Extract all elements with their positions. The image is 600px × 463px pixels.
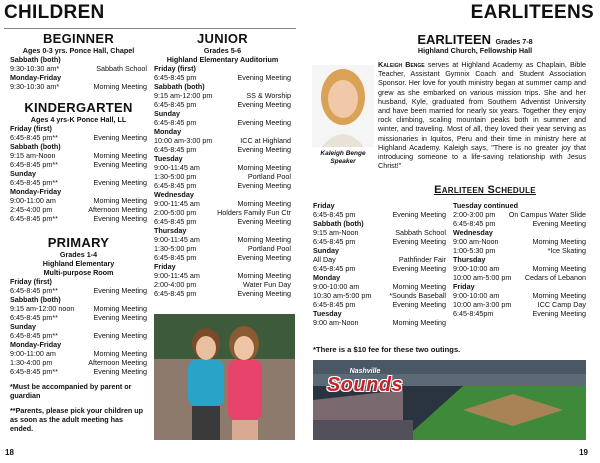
schedule-row bbox=[313, 255, 446, 264]
junior-schedule bbox=[154, 64, 291, 298]
note-accompanied: *Must be accompanied by parent or guardian bbox=[10, 382, 132, 400]
schedule-time: 10:00 am-3:00 pm bbox=[453, 300, 512, 309]
stadium-photo bbox=[313, 360, 586, 440]
schedule-time: 6:45-8:45 pm** bbox=[10, 331, 58, 340]
schedule-day-label: Friday (first) bbox=[10, 277, 52, 286]
schedule-day-label: Sabbath (both) bbox=[10, 55, 61, 64]
schedule-row bbox=[154, 289, 291, 298]
schedule-day-label: Thursday bbox=[154, 226, 187, 235]
schedule-activity: *Ice Skating bbox=[547, 246, 586, 255]
schedule-activity: Morning Meeting bbox=[532, 291, 586, 300]
schedule-activity: Afternoon Meeting bbox=[88, 205, 147, 214]
schedule-day-label: Sabbath (both) bbox=[313, 219, 364, 228]
page-number-right: 19 bbox=[579, 448, 588, 457]
schedule-row bbox=[453, 300, 586, 309]
schedule-row bbox=[10, 160, 147, 169]
schedule-time: 9:00-11:45 am bbox=[154, 163, 200, 172]
schedule-time: 9:15 am-12:00 noon bbox=[10, 304, 75, 313]
schedule-day-label: Tuesday bbox=[313, 309, 342, 318]
schedule-row bbox=[154, 208, 291, 217]
schedule-day-label: Tuesday continued bbox=[453, 201, 518, 210]
schedule-time: 6:45-8:45 pm bbox=[154, 100, 197, 109]
schedule-time: 6:45-8:45 pm bbox=[154, 73, 197, 82]
schedule-day-label: Tuesday bbox=[154, 154, 183, 163]
schedule-time: 9:00-11:45 am bbox=[154, 235, 200, 244]
schedule-time: 6:45-8:45 pm** bbox=[10, 286, 58, 295]
schedule-time: 6:45-8:45 pm bbox=[154, 217, 197, 226]
schedule-time: 10:00 am-3:00 pm bbox=[154, 136, 213, 145]
schedule-row bbox=[313, 318, 446, 327]
schedule-time: 6:45-8:45 pm bbox=[313, 210, 356, 219]
schedule-row bbox=[313, 237, 446, 246]
schedule-activity: Evening Meeting bbox=[93, 313, 147, 322]
schedule-row bbox=[453, 246, 586, 255]
schedule-activity: Portland Pool bbox=[247, 172, 291, 181]
schedule-activity: Evening Meeting bbox=[93, 331, 147, 340]
schedule-day-label: Sunday bbox=[313, 246, 339, 255]
schedule-activity: Evening Meeting bbox=[237, 100, 291, 109]
schedule-activity: Morning Meeting bbox=[532, 264, 586, 273]
schedule-day-label: Sunday bbox=[154, 109, 180, 118]
schedule-time: 6:45-8:45 pm** bbox=[10, 178, 58, 187]
earliteen-schedule-title: Earliteen Schedule bbox=[434, 184, 536, 196]
schedule-day-label: Thursday bbox=[453, 255, 486, 264]
earliteen-schedule-left-list bbox=[313, 201, 446, 327]
schedule-activity: Pathfinder Fair bbox=[398, 255, 446, 264]
schedule-time: 6:45-8:45 pm** bbox=[10, 160, 58, 169]
earliteen-grades: Grades 7-8 bbox=[495, 37, 533, 46]
schedule-day-label: Friday bbox=[453, 282, 475, 291]
primary-location: Highland Elementary bbox=[42, 259, 115, 268]
schedule-row bbox=[453, 309, 586, 318]
schedule-day-label: Friday (first) bbox=[10, 124, 52, 133]
schedule-time: 6:45-8:45 pm bbox=[154, 253, 197, 262]
schedule-time: 6:45-8:45 pm bbox=[154, 181, 197, 190]
schedule-activity: Evening Meeting bbox=[93, 178, 147, 187]
schedule-time: 9:00 am-Noon bbox=[313, 318, 359, 327]
schedule-day-label: Sunday bbox=[10, 322, 36, 331]
schedule-time: 6:45-8:45 pm bbox=[313, 300, 356, 309]
schedule-time: 9:00-10:00 am bbox=[453, 291, 500, 300]
schedule-activity: Evening Meeting bbox=[392, 264, 446, 273]
schedule-row bbox=[154, 181, 291, 190]
schedule-activity: Evening Meeting bbox=[237, 217, 291, 226]
schedule-activity: Evening Meeting bbox=[392, 237, 446, 246]
note-pickup: **Parents, please pick your children up as soon as the adult meeting has ended. bbox=[10, 406, 144, 433]
schedule-row bbox=[453, 237, 586, 246]
schedule-day-label: Sabbath (both) bbox=[10, 142, 61, 151]
schedule-activity: Afternoon Meeting bbox=[88, 358, 147, 367]
schedule-row bbox=[154, 100, 291, 109]
schedule-row bbox=[313, 210, 446, 219]
schedule-activity: Evening Meeting bbox=[237, 253, 291, 262]
schedule-time: 9:00-10:00 am bbox=[313, 282, 360, 291]
schedule-activity: Cedars of Lebanon bbox=[524, 273, 586, 282]
schedule-time: 2:00-3:00 pm bbox=[453, 210, 496, 219]
junior-location: Highland Elementary Auditorium bbox=[166, 55, 279, 64]
speaker-bio bbox=[378, 60, 586, 170]
schedule-row bbox=[313, 282, 446, 291]
schedule-time: All Day bbox=[313, 255, 336, 264]
schedule-activity: Morning Meeting bbox=[93, 151, 147, 160]
schedule-activity: Evening Meeting bbox=[237, 181, 291, 190]
page-number-left: 18 bbox=[5, 448, 14, 457]
schedule-time: 6:45-8:45 pm bbox=[453, 219, 496, 228]
schedule-day-label: Wednesday bbox=[154, 190, 194, 199]
schedule-row bbox=[10, 331, 147, 340]
speaker-caption-name: Kaleigh Benge bbox=[320, 150, 366, 157]
schedule-time: 6:45-8:45 pm** bbox=[10, 214, 58, 223]
schedule-activity: Evening Meeting bbox=[93, 160, 147, 169]
schedule-row bbox=[154, 280, 291, 289]
schedule-activity: Water Fun Day bbox=[242, 280, 291, 289]
junior-title: JUNIOR bbox=[197, 31, 248, 46]
schedule-activity: Evening Meeting bbox=[237, 73, 291, 82]
schedule-day-label: Friday bbox=[154, 262, 176, 271]
schedule-activity: Morning Meeting bbox=[93, 82, 147, 91]
speaker-caption bbox=[310, 150, 376, 166]
beginner-subtitle: Ages 0-3 yrs. Ponce Hall, Chapel bbox=[22, 46, 135, 55]
schedule-activity: Morning Meeting bbox=[237, 235, 291, 244]
schedule-time: 2:45-4:00 pm bbox=[10, 205, 53, 214]
schedule-time: 9:00-11:00 am bbox=[10, 349, 56, 358]
schedule-time: 2:00-5:00 pm bbox=[154, 208, 197, 217]
schedule-row bbox=[10, 367, 147, 376]
schedule-time: 6:45-8:45 pm** bbox=[10, 313, 58, 322]
schedule-row bbox=[453, 273, 586, 282]
schedule-row bbox=[154, 118, 291, 127]
schedule-activity: Morning Meeting bbox=[93, 349, 147, 358]
schedule-row bbox=[154, 253, 291, 262]
schedule-activity: ICC Camp Day bbox=[537, 300, 586, 309]
children-column-left bbox=[10, 31, 147, 433]
right-page-area bbox=[302, 3, 596, 4]
schedule-activity: On Campus Water Slide bbox=[508, 210, 586, 219]
right-page-header: EARLITEENS bbox=[470, 2, 594, 23]
sounds-logo bbox=[325, 368, 405, 395]
schedule-day-label: Sabbath (both) bbox=[154, 82, 205, 91]
left-header-rule bbox=[4, 28, 296, 29]
earliteen-schedule-right-list bbox=[453, 201, 586, 318]
schedule-activity: Portland Pool bbox=[247, 244, 291, 253]
beginner-title: BEGINNER bbox=[42, 31, 115, 46]
left-page-header: CHILDREN bbox=[4, 2, 105, 23]
schedule-day-label: Monday bbox=[313, 273, 341, 282]
schedule-activity: Sabbath School bbox=[395, 228, 446, 237]
schedule-time: 6:45-8:45 pm bbox=[154, 145, 197, 154]
primary-room: Multi-purpose Room bbox=[43, 268, 114, 277]
schedule-day-label: Sunday bbox=[10, 169, 36, 178]
earliteen-location: Highland Church, Fellowship Hall bbox=[417, 46, 533, 55]
schedule-row bbox=[453, 210, 586, 219]
schedule-row bbox=[313, 291, 446, 300]
schedule-activity: Evening Meeting bbox=[392, 210, 446, 219]
schedule-activity: Morning Meeting bbox=[93, 304, 147, 313]
schedule-row bbox=[313, 300, 446, 309]
schedule-row bbox=[154, 172, 291, 181]
schedule-row bbox=[313, 264, 446, 273]
primary-title: PRIMARY bbox=[47, 235, 110, 250]
schedule-row bbox=[154, 136, 291, 145]
schedule-row bbox=[154, 217, 291, 226]
schedule-row bbox=[453, 291, 586, 300]
schedule-time: 6:45-8:45 pm** bbox=[10, 367, 58, 376]
schedule-time: 6:45-8:45pm bbox=[453, 309, 494, 318]
sounds-logo-top: Nashville bbox=[349, 368, 381, 375]
schedule-activity: Morning Meeting bbox=[532, 237, 586, 246]
schedule-row bbox=[10, 151, 147, 160]
schedule-time: 9:00 am-Noon bbox=[453, 237, 499, 246]
schedule-time: 9:15 am-Noon bbox=[313, 228, 359, 237]
schedule-row bbox=[10, 349, 147, 358]
schedule-activity: Morning Meeting bbox=[237, 163, 291, 172]
earliteen-schedule-right bbox=[453, 201, 586, 318]
schedule-time: 9:00-11:00 am bbox=[10, 196, 56, 205]
schedule-time: 6:45-8:45 pm bbox=[154, 118, 197, 127]
schedule-time: 6:45-8:45 pm bbox=[154, 289, 197, 298]
schedule-row bbox=[10, 286, 147, 295]
schedule-time: 10:00 am-5:00 pm bbox=[453, 273, 512, 282]
schedule-activity: Sabbath School bbox=[96, 64, 147, 73]
schedule-row bbox=[313, 228, 446, 237]
speaker-portrait-illustration bbox=[312, 65, 374, 147]
schedule-time: 9:00-11:45 am bbox=[154, 271, 200, 280]
schedule-row bbox=[154, 271, 291, 280]
schedule-activity: Morning Meeting bbox=[237, 271, 291, 280]
primary-grades: Grades 1-4 bbox=[59, 250, 98, 259]
beginner-schedule bbox=[10, 55, 147, 91]
schedule-time: 10:30 am-5:00 pm bbox=[313, 291, 372, 300]
schedule-row bbox=[10, 64, 147, 73]
schedule-time: 6:45-8:45 pm** bbox=[10, 133, 58, 142]
schedule-activity: Evening Meeting bbox=[93, 286, 147, 295]
schedule-row bbox=[10, 205, 147, 214]
speaker-caption-role: Speaker bbox=[330, 158, 356, 165]
schedule-activity: ICC at Highland bbox=[240, 136, 291, 145]
schedule-activity: Morning Meeting bbox=[392, 282, 446, 291]
schedule-time: 9:00-11:45 am bbox=[154, 199, 200, 208]
schedule-activity: Evening Meeting bbox=[532, 309, 586, 318]
kindergarten-title: KINDERGARTEN bbox=[24, 100, 133, 115]
schedule-row bbox=[154, 244, 291, 253]
schedule-day-label: Wednesday bbox=[453, 228, 493, 237]
kindergarten-schedule bbox=[10, 124, 147, 223]
schedule-row bbox=[10, 304, 147, 313]
schedule-time: 9:00-10:00 am bbox=[453, 264, 500, 273]
schedule-row bbox=[154, 145, 291, 154]
schedule-row bbox=[154, 163, 291, 172]
schedule-time: 1:30-5:00 pm bbox=[154, 244, 197, 253]
schedule-day-label: Monday-Friday bbox=[10, 73, 62, 82]
schedule-activity: Evening Meeting bbox=[93, 367, 147, 376]
schedule-time: 1:30-4:00 pm bbox=[10, 358, 53, 367]
schedule-activity: Evening Meeting bbox=[237, 145, 291, 154]
schedule-row bbox=[10, 82, 147, 91]
schedule-row bbox=[154, 235, 291, 244]
fee-note: *There is a $10 fee for these two outings. bbox=[313, 345, 461, 354]
schedule-day-label: Friday (first) bbox=[154, 64, 196, 73]
schedule-time: 9:30-10:30 am* bbox=[10, 82, 60, 91]
schedule-time: 9:15 am-12:00 pm bbox=[154, 91, 213, 100]
schedule-row bbox=[10, 178, 147, 187]
girls-photo bbox=[154, 314, 295, 440]
schedule-activity: Evening Meeting bbox=[93, 133, 147, 142]
schedule-activity: SS & Worship bbox=[246, 91, 291, 100]
schedule-row bbox=[10, 313, 147, 322]
schedule-row bbox=[154, 91, 291, 100]
schedule-row bbox=[154, 73, 291, 82]
schedule-activity: Evening Meeting bbox=[237, 118, 291, 127]
schedule-day-label: Monday bbox=[154, 127, 182, 136]
schedule-row bbox=[154, 199, 291, 208]
schedule-row bbox=[10, 196, 147, 205]
junior-grades: Grades 5-6 bbox=[203, 46, 242, 55]
earliteen-schedule-left bbox=[313, 201, 446, 327]
schedule-activity: Morning Meeting bbox=[93, 196, 147, 205]
earliteen-title: EARLITEEN bbox=[417, 32, 492, 47]
schedule-activity: Evening Meeting bbox=[93, 214, 147, 223]
schedule-row bbox=[10, 214, 147, 223]
kindergarten-subtitle: Ages 4 yrs-K Ponce Hall, LL bbox=[30, 115, 127, 124]
schedule-time: 6:45-8:45 pm bbox=[313, 264, 356, 273]
schedule-day-label: Monday-Friday bbox=[10, 340, 62, 349]
schedule-activity: Evening Meeting bbox=[237, 289, 291, 298]
schedule-row bbox=[10, 358, 147, 367]
schedule-row bbox=[453, 264, 586, 273]
sounds-logo-bottom: Sounds bbox=[326, 374, 404, 396]
schedule-activity: Evening Meeting bbox=[392, 300, 446, 309]
schedule-time: 2:00-4:00 pm bbox=[154, 280, 197, 289]
schedule-activity: *Sounds Baseball bbox=[389, 291, 446, 300]
girls-photo-illustration bbox=[154, 314, 295, 440]
schedule-time: 9:30-10:30 am* bbox=[10, 64, 60, 73]
schedule-day-label: Sabbath (both) bbox=[10, 295, 61, 304]
children-column-right bbox=[154, 31, 291, 298]
schedule-activity: Morning Meeting bbox=[237, 199, 291, 208]
speaker-photo bbox=[312, 65, 374, 147]
primary-schedule bbox=[10, 277, 147, 376]
schedule-time: 6:45-8:45 pm bbox=[313, 237, 356, 246]
schedule-time: 1:30-5:00 pm bbox=[154, 172, 197, 181]
schedule-day-label: Monday-Friday bbox=[10, 187, 62, 196]
schedule-time: 1:00-5:30 pm bbox=[453, 246, 496, 255]
schedule-row bbox=[10, 133, 147, 142]
bio-text: serves at Highland Academy as Chaplain, Bible Teacher, Assistant Gymnix Coach and Student Association Sponsor. Her love for youth ministry began at summer camp and grew as she embarked on various mission trips. She and her husband, Kyle, graduated from Southern Adventist University and have been married for nearly six years. Together they enjoy rock climbing, scaling mountain peaks both in summer and winter, and traveling. Most of all, they loved their year serving as missionaries in Iquitos, Peru and their time in ministry here at Highland Academy. Kaleigh says, "There is no greater joy that introducing someone to a life-saving relationship with Jesus Christ!" bbox=[378, 60, 587, 171]
schedule-day-label: Friday bbox=[313, 201, 335, 210]
schedule-activity: Morning Meeting bbox=[392, 318, 446, 327]
schedule-activity: Holders Family Fun Ctr bbox=[217, 208, 291, 217]
schedule-row bbox=[453, 219, 586, 228]
bio-speaker-name: Kaleigh Benge bbox=[378, 60, 425, 69]
schedule-time: 9:15 am-Noon bbox=[10, 151, 56, 160]
schedule-activity: Evening Meeting bbox=[532, 219, 586, 228]
